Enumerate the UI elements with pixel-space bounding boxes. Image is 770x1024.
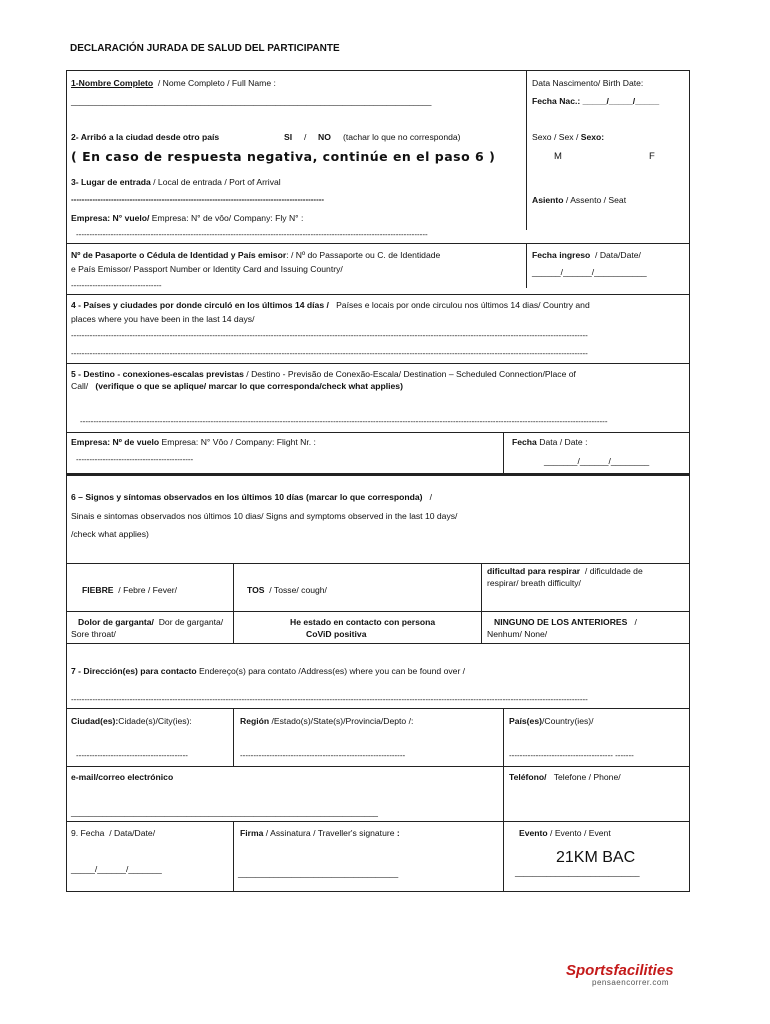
signature-date-label: 9. Fecha / Data/Date/ [71, 828, 156, 838]
contact-address-field[interactable]: -------------------------------------------------------------------------------------------------------------------------------------------------------------------------------------------------- [71, 695, 588, 704]
sportsfacilities-logo: Sportsfacilities [566, 962, 674, 979]
country-label: País(es)/Country(ies)/ [509, 716, 594, 726]
email-col [503, 766, 504, 821]
frame-bottom [66, 891, 690, 892]
divider-symptoms-top [66, 563, 690, 564]
frame-right-lower [689, 480, 690, 892]
frame-right-upper [689, 70, 690, 489]
passport-field[interactable]: ---------------------------------- [71, 281, 162, 290]
city-label: Ciudad(es):Cidade(s)/City(ies): [71, 716, 192, 726]
divider-email [66, 766, 690, 767]
connection-flight-label: Empresa: Nº de vuelo Empresa: N° Vôo / Company: Flight Nr. : [71, 437, 316, 447]
destination-label-line2: Call/ (verifique o que se aplique/ marcar lo que corresponda/check what applies) [71, 381, 403, 391]
sign-col-2 [503, 821, 504, 892]
sex-label-bold: Sexo: [580, 132, 605, 142]
symptom-covid-contact-line2: CoViD positiva [306, 629, 367, 639]
divider-sec9 [66, 821, 690, 822]
symptoms-label-line3: /check what applies) [71, 529, 149, 539]
connection-date-label: Fecha Data / Date : [512, 437, 588, 447]
symptom-none[interactable]: NINGUNO DE LOS ANTERIORES / [494, 617, 637, 627]
country-field[interactable]: --------------------------------------- ------- [509, 751, 634, 760]
divider-sec7 [66, 643, 690, 644]
symptom-breathing[interactable]: dificultad para respirar / dificuldade de [487, 566, 643, 576]
entry-date-label: Fecha ingreso / Data/Date/ [532, 250, 641, 260]
divider-address [66, 708, 690, 709]
event-label: Evento / Evento / Event [519, 828, 611, 838]
entry-date-field[interactable]: ______/______/___________ [532, 267, 647, 277]
addr-col-1 [233, 708, 234, 766]
destination-field[interactable]: ------------------------------------------------------------------------------------------------------------------------------------------------------------------------------------------------------ [80, 417, 608, 426]
negative-answer-instruction: ( En caso de respuesta negativa, continúe en el paso 6 ) [71, 149, 496, 164]
seat-label-bold: Asiento [532, 195, 564, 205]
arrival-question: 2- Arribó a la ciudad desde otro país [71, 132, 220, 142]
seat-label-rest: / Assento / Seat [563, 195, 627, 205]
flight-number-label-rest: Empresa: N° de vôo/ Company: Fly N° : [149, 213, 304, 223]
region-label: Región /Estado(s)/State(s)/Provincia/Depto /: [240, 716, 414, 726]
phone-label: Teléfono/ Telefone / Phone/ [509, 772, 621, 782]
frame-left-lower [66, 480, 67, 892]
flight-number-field[interactable]: ------------------------------------------------------------------------------------------------------------------------------------ [76, 230, 428, 239]
connection-flight-field[interactable]: -------------------------------------------- [76, 455, 194, 464]
symptom-sore-throat-line2: Sore throat/ [71, 629, 116, 639]
birth-date-field[interactable]: Fecha Nac.: _____/_____/_____ [532, 96, 660, 106]
symptom-cough[interactable]: TOS / Tosse/ cough/ [247, 585, 327, 595]
frame-left-upper [66, 70, 67, 489]
sym-col-1 [233, 563, 234, 643]
flight-number-label [71, 213, 303, 223]
divider-sec5 [66, 363, 690, 364]
passport-label: Nº de Pasaporte o Cédula de Identidad y País emisor: / Nº do Passaporte ou C. de Identidade [71, 250, 441, 260]
countries-label-line2: places where you have been in the last 14 days/ [71, 314, 255, 324]
entry-port-label: 3- Lugar de entrada / Local de entrada / Port of Arrival [71, 177, 281, 187]
email-label: e-mail/correo electrónico [71, 772, 174, 782]
event-field-line: ____________________________ [515, 868, 640, 877]
divider-sec4 [66, 294, 690, 295]
divider-company [66, 432, 690, 433]
symptoms-label-line2: Sinais e sintomas observados nos últimos 10 dias/ Signs and symptoms observed in the last 10 days/ [71, 511, 458, 521]
full-name-label: 1-Nombre Completo / Nome Completo / Full Name : [71, 78, 276, 88]
sex-option-f[interactable]: F [649, 151, 655, 162]
countries-label: 4 - Países y ciudades por donde circuló en los últimos 14 días / Países e locais por onde circulou nos últimos 14 dias/ Country and [71, 300, 590, 310]
symptom-covid-contact[interactable]: He estado en contacto con persona [290, 617, 436, 627]
contact-address-label: 7 - Dirección(es) para contacto Endereço(s) para contato /Address(es) where you can be found over / [71, 666, 466, 676]
signature-date-field[interactable]: _____/______/_______ [71, 864, 162, 874]
seat-label [532, 195, 626, 205]
birth-date-label: Data Nascimento/ Birth Date: [532, 78, 644, 88]
flight-number-label-bold: Empresa: N° vuelo/ [71, 213, 150, 223]
option-no[interactable]: NO [318, 132, 331, 142]
divider-symptoms-mid [66, 611, 690, 612]
sym-col-2 [481, 563, 482, 643]
col-divider-1 [526, 70, 527, 230]
symptom-fever[interactable]: FIEBRE / Febre / Fever/ [82, 585, 178, 595]
destination-label: 5 - Destino - conexiones-escalas previstas / Destino - Previsão de Conexão-Escala/ Destination – Scheduled Connection/Place of [71, 369, 576, 379]
countries-field-2[interactable]: -------------------------------------------------------------------------------------------------------------------------------------------------------------------------------------------------- [71, 349, 588, 358]
city-field[interactable]: ------------------------------------------ [76, 751, 188, 760]
frame-top [66, 70, 690, 71]
divider-passport [66, 243, 690, 244]
logo-website: pensaencorrer.com [592, 978, 669, 987]
sign-col-1 [233, 821, 234, 892]
symptom-none-line2: Nenhum/ None/ [487, 629, 548, 639]
passport-label-line2: e País Emissor/ Passport Number or Identity Card and Issuing Country/ [71, 264, 343, 274]
symptom-breathing-line2: respirar/ breath difficulty/ [487, 578, 581, 588]
page-title: DECLARACIÓN JURADA DE SALUD DEL PARTICIPANTE [70, 43, 340, 54]
connection-date-field[interactable]: _______/______/________ [544, 456, 650, 466]
full-name-field[interactable]: _________________________________________________________________________________ [71, 97, 432, 106]
strike-note: (tachar lo que no corresponda) [343, 132, 461, 142]
region-field[interactable]: -------------------------------------------------------------- [240, 751, 406, 760]
sex-label [532, 132, 604, 142]
option-si[interactable]: SI [284, 132, 293, 142]
col-divider-3 [503, 432, 504, 474]
entry-port-field[interactable]: ----------------------------------------------------------------------------------------------- [71, 195, 325, 204]
event-value: 21KM BAC [556, 849, 636, 866]
signature-label: Firma / Assinatura / Traveller's signature : [240, 828, 400, 838]
email-field[interactable]: _____________________________________________________________________ [71, 808, 378, 817]
signature-field[interactable]: ____________________________________ [238, 869, 399, 878]
sex-option-m[interactable]: M [554, 151, 562, 162]
divider-sec6-thick [66, 473, 690, 476]
option-slash: / [304, 132, 307, 142]
symptoms-label: 6 – Signos y síntomas observados en los últimos 10 días (marcar lo que corresponda) / [71, 492, 433, 502]
addr-col-2 [503, 708, 504, 766]
symptom-sore-throat[interactable]: Dolor de garganta/ Dor de garganta/ [78, 617, 224, 627]
col-divider-2 [526, 243, 527, 288]
countries-field-1[interactable]: -------------------------------------------------------------------------------------------------------------------------------------------------------------------------------------------------- [71, 331, 588, 340]
sex-label-rest: Sexo / Sex / [532, 132, 581, 142]
